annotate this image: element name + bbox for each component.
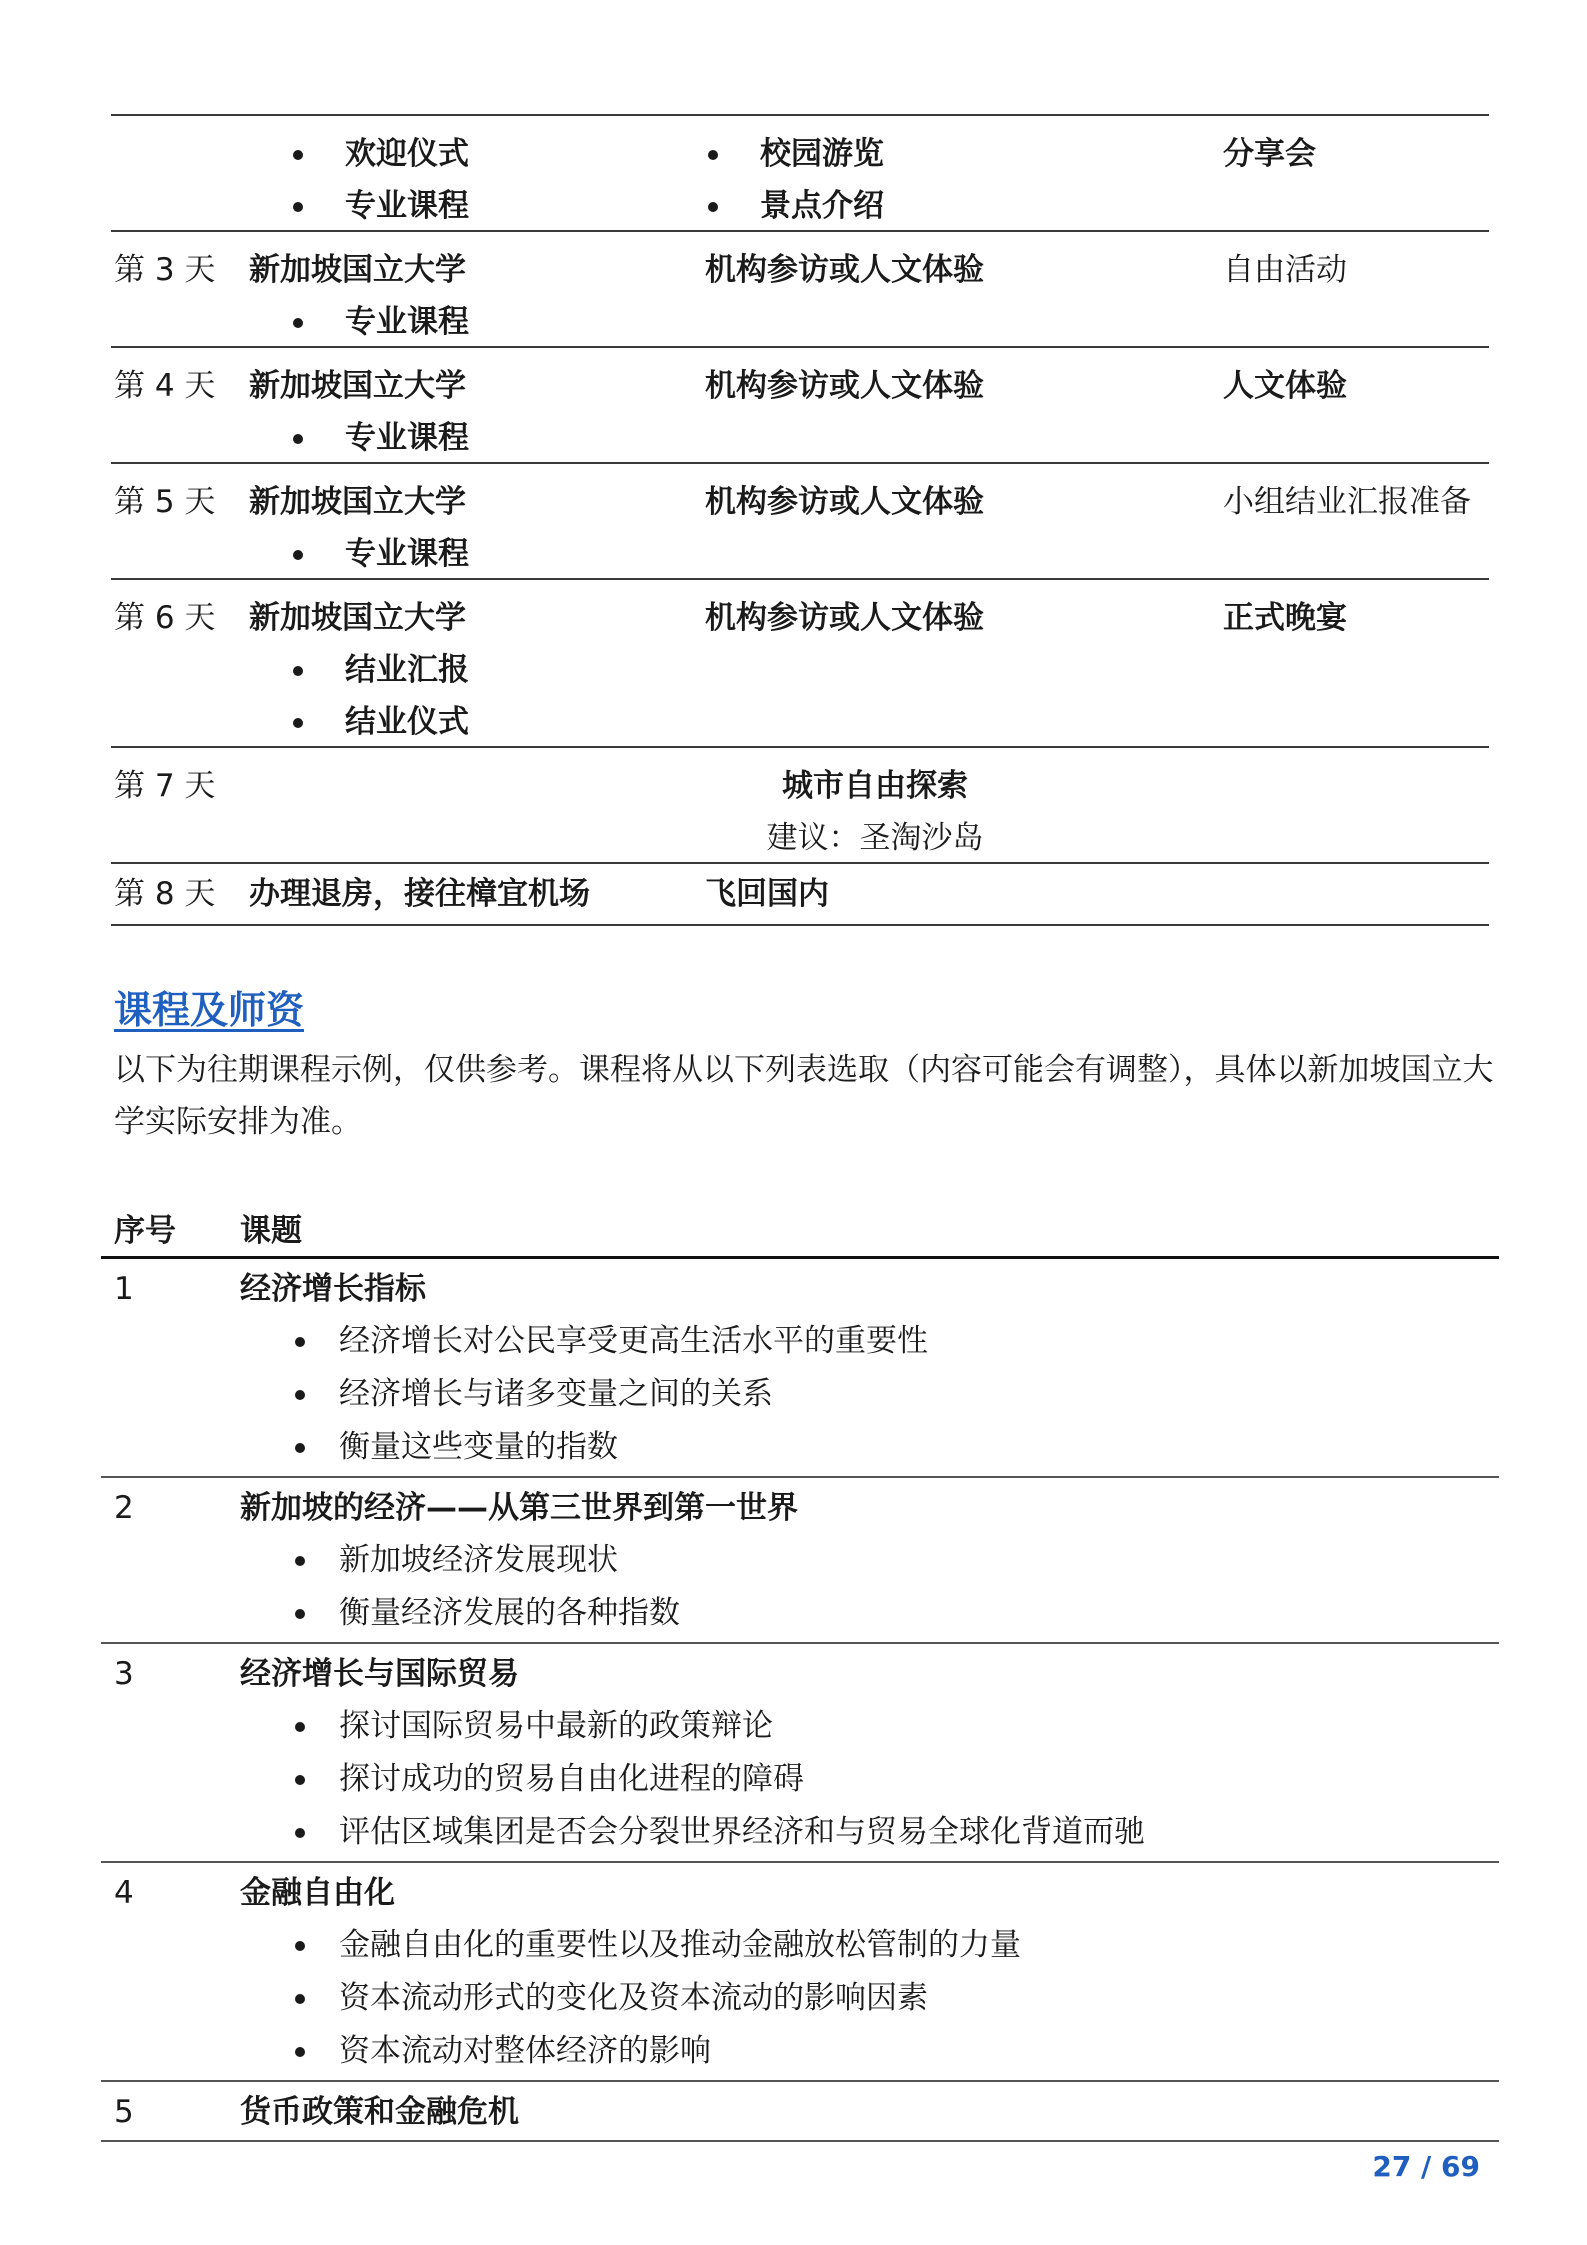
morning-cell — [249, 128, 679, 232]
header-topic: 课题 — [240, 1213, 302, 1249]
course-row — [101, 1478, 1499, 1644]
section-title: 课程及师资 — [114, 988, 305, 1032]
course-table — [101, 1200, 1499, 2142]
afternoon-cell: 机构参访或人文体验 — [705, 600, 984, 636]
morning-title: 新加坡国立大学 — [249, 484, 466, 520]
course-title: 货币政策和金融危机 — [240, 2094, 519, 2130]
schedule-table — [111, 114, 1489, 926]
course-row — [101, 2082, 1499, 2142]
center-title: 城市自由探索 — [782, 768, 968, 804]
evening-cell: 正式晚宴 — [1223, 600, 1347, 636]
list-item: 衡量这些变量的指数 — [240, 1421, 1499, 1474]
course-number: 5 — [114, 2094, 134, 2130]
evening-cell: 小组结业汇报准备 — [1223, 484, 1471, 520]
list-item: 探讨成功的贸易自由化进程的障碍 — [240, 1753, 1499, 1806]
course-number: 1 — [114, 1271, 134, 1307]
schedule-row-day-7 — [111, 748, 1489, 864]
list-item: 评估区域集团是否会分裂世界经济和与贸易全球化背道而驰 — [240, 1806, 1499, 1859]
schedule-row-day-4 — [111, 348, 1489, 464]
afternoon-cell — [705, 128, 1205, 232]
list-item: 专业课程 — [249, 296, 679, 348]
list-item: 欢迎仪式 — [249, 128, 679, 180]
center-note: 建议：圣淘沙岛 — [766, 820, 984, 856]
morning-cell — [249, 360, 679, 464]
afternoon-cell: 飞回国内 — [705, 876, 829, 912]
schedule-row-day-5 — [111, 464, 1489, 580]
course-title: 经济增长指标 — [240, 1271, 426, 1307]
course-row — [101, 1644, 1499, 1863]
free-exploration-cell — [261, 760, 1489, 864]
morning-cell — [249, 592, 679, 748]
list-item: 衡量经济发展的各种指数 — [240, 1587, 1499, 1640]
course-number: 2 — [114, 1490, 134, 1526]
evening-cell: 分享会 — [1223, 136, 1316, 172]
morning-cell — [249, 476, 679, 580]
schedule-row-day-6 — [111, 580, 1489, 748]
course-row — [101, 1863, 1499, 2082]
evening-cell: 自由活动 — [1223, 252, 1347, 288]
section-intro: 以下为往期课程示例，仅供参考。课程将从以下列表选取（内容可能会有调整），具体以新加坡国立大学实际安排为准。 — [114, 1052, 1494, 1140]
day-label: 第 4 天 — [114, 368, 216, 404]
evening-cell: 人文体验 — [1223, 368, 1347, 404]
list-item: 探讨国际贸易中最新的政策辩论 — [240, 1700, 1499, 1753]
morning-cell — [249, 244, 679, 348]
course-row — [101, 1259, 1499, 1478]
list-item: 经济增长对公民享受更高生活水平的重要性 — [240, 1315, 1499, 1368]
page-number: 27 / 69 — [1372, 2150, 1480, 2183]
morning-title: 新加坡国立大学 — [249, 252, 466, 288]
list-item: 校园游览 — [705, 128, 1205, 180]
day-label: 第 5 天 — [114, 484, 216, 520]
afternoon-cell: 机构参访或人文体验 — [705, 368, 984, 404]
day-label: 第 3 天 — [114, 252, 216, 288]
list-item: 景点介绍 — [705, 180, 1205, 232]
schedule-row-day-8 — [111, 864, 1489, 926]
list-item: 资本流动对整体经济的影响 — [240, 2025, 1499, 2078]
list-item: 专业课程 — [249, 528, 679, 580]
schedule-row — [111, 114, 1489, 232]
course-number: 4 — [114, 1875, 134, 1911]
header-num: 序号 — [114, 1213, 176, 1249]
list-item: 结业仪式 — [249, 696, 679, 748]
list-item: 专业课程 — [249, 412, 679, 464]
morning-title: 新加坡国立大学 — [249, 600, 466, 636]
list-item: 专业课程 — [249, 180, 679, 232]
list-item: 资本流动形式的变化及资本流动的影响因素 — [240, 1972, 1499, 2025]
day-label: 第 6 天 — [114, 600, 216, 636]
schedule-row-day-3 — [111, 232, 1489, 348]
course-number: 3 — [114, 1656, 134, 1692]
list-item: 经济增长与诸多变量之间的关系 — [240, 1368, 1499, 1421]
day-label: 第 8 天 — [114, 876, 216, 912]
afternoon-cell: 机构参访或人文体验 — [705, 484, 984, 520]
list-item: 新加坡经济发展现状 — [240, 1534, 1499, 1587]
course-table-header — [101, 1200, 1499, 1259]
list-item: 金融自由化的重要性以及推动金融放松管制的力量 — [240, 1919, 1499, 1972]
morning-cell: 办理退房，接往樟宜机场 — [249, 876, 590, 912]
afternoon-cell: 机构参访或人文体验 — [705, 252, 984, 288]
morning-title: 新加坡国立大学 — [249, 368, 466, 404]
course-title: 经济增长与国际贸易 — [240, 1656, 519, 1692]
day-label: 第 7 天 — [114, 768, 216, 804]
list-item: 结业汇报 — [249, 644, 679, 696]
course-title: 金融自由化 — [240, 1875, 395, 1911]
course-title: 新加坡的经济——从第三世界到第一世界 — [240, 1490, 798, 1526]
